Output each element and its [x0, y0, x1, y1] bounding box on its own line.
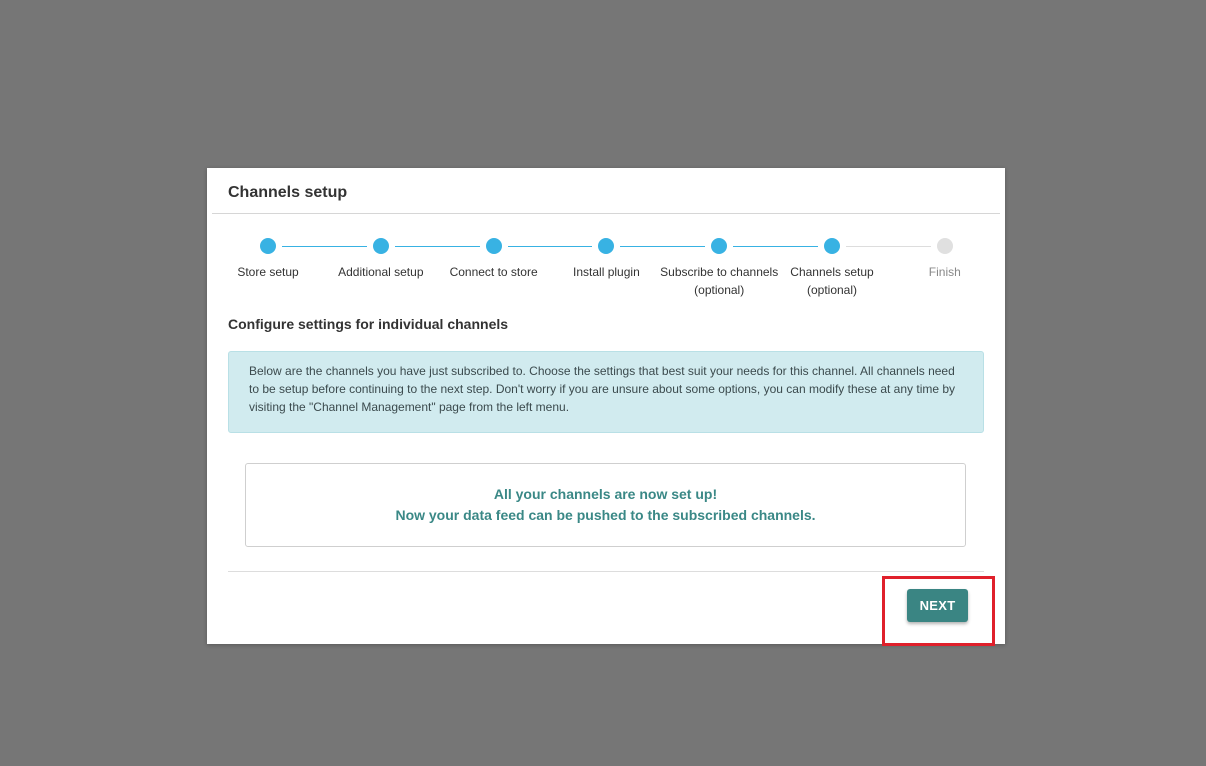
- step-label: Subscribe to channels (optional): [660, 265, 779, 297]
- success-message-line-1: All your channels are now set up!: [493, 486, 718, 502]
- step-connector: [846, 246, 931, 247]
- step-label: Store setup: [237, 265, 299, 279]
- step-connector: [620, 246, 705, 247]
- step-connector: [733, 246, 818, 247]
- section-heading: Configure settings for individual channels: [228, 316, 509, 332]
- title-divider: [212, 213, 1000, 214]
- step-indicator-icon: [711, 238, 727, 254]
- dialog-title: Channels setup: [228, 184, 348, 201]
- step-label: Additional setup: [338, 265, 424, 279]
- step-indicator-icon: [937, 238, 953, 254]
- info-alert: Below are the channels you have just subscribed to. Choose the settings that best suit your needs for this channel. All channels need to be setup before continuing to the next step. Don't worry if you are unsure about some options, you can modify these at any time by visiting the "Channel Management" page from the left menu.: [228, 351, 984, 433]
- step-connector: [395, 246, 480, 247]
- success-message-line-2: Now your data feed can be pushed to the subscribed channels.: [395, 507, 816, 523]
- step-indicator-icon: [486, 238, 502, 254]
- channels-setup-dialog: [207, 168, 1005, 644]
- step-label: Connect to store: [449, 265, 538, 279]
- step-indicator-icon: [824, 238, 840, 254]
- success-message-box: [245, 463, 966, 547]
- next-button[interactable]: NEXT: [907, 589, 968, 622]
- step-indicator-icon: [598, 238, 614, 254]
- step-connector: [282, 246, 367, 247]
- step-connector: [508, 246, 593, 247]
- step-label: Install plugin: [573, 265, 640, 279]
- step-indicator-icon: [260, 238, 276, 254]
- step-label: Finish: [928, 265, 961, 279]
- step-indicator-icon: [373, 238, 389, 254]
- setup-stepper: [207, 236, 1005, 296]
- footer-divider: [228, 571, 984, 572]
- step-label: Channels setup (optional): [790, 265, 874, 297]
